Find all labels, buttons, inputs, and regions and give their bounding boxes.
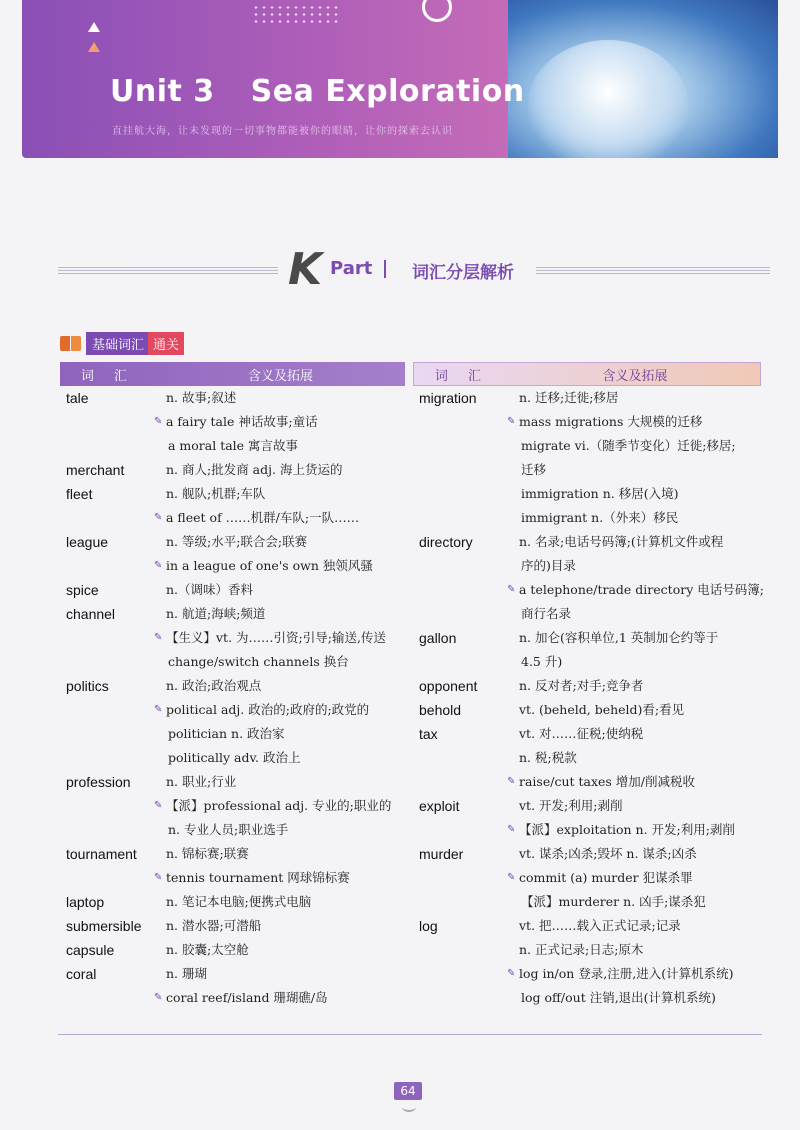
vocab-word: coral xyxy=(66,966,97,982)
vocab-entry xyxy=(413,626,761,674)
meaning-line: a moral tale 寓言故事 xyxy=(168,438,299,453)
meaning-line: n. 舰队;机群;车队 xyxy=(166,486,266,501)
vocab-meanings xyxy=(154,482,405,530)
unit-number: Unit 3 xyxy=(110,74,215,109)
meaning-line: 4.5 升) xyxy=(521,654,563,669)
example-line: ✎ a fairy tale 神话故事;童话 xyxy=(154,410,405,434)
vocab-entry xyxy=(60,458,405,482)
vocab-meanings xyxy=(154,530,405,578)
meaning-line: n. 名录;电话号码簿;(计算机文件或程 xyxy=(519,534,724,549)
example-line: ✎ tennis tournament 网球锦标赛 xyxy=(154,866,405,890)
meaning-line: n. 反对者;对手;竞争者 xyxy=(519,678,644,693)
meaning-line: n. 职业;行业 xyxy=(166,774,237,789)
meaning-line: 商行名录 xyxy=(521,606,572,621)
vocab-entry xyxy=(60,938,405,962)
meaning-line: log off/out 注销,退出(计算机系统) xyxy=(521,990,716,1005)
vocab-word: profession xyxy=(66,774,131,790)
ring-decoration xyxy=(422,0,452,22)
vocab-word: tournament xyxy=(66,846,137,862)
meaning-line: n. 笔记本电脑;便携式电脑 xyxy=(166,894,312,909)
vocab-entry xyxy=(413,914,761,1010)
vocab-word: migration xyxy=(419,390,477,406)
vocab-word: fleet xyxy=(66,486,93,502)
part-title: 词汇分层解析 xyxy=(412,263,514,283)
part-separator xyxy=(384,260,386,278)
meaning-line: n. 商人;批发商 adj. 海上货运的 xyxy=(166,462,343,477)
meaning-line: vt. (beheld, beheld)看;看见 xyxy=(519,702,685,717)
vocab-word: tale xyxy=(66,390,89,406)
vocab-meanings xyxy=(507,794,761,842)
vocab-meanings xyxy=(507,698,761,722)
vocab-word: capsule xyxy=(66,942,115,958)
wave-crest-image xyxy=(528,40,688,158)
unit-title xyxy=(110,74,525,109)
vocab-word: league xyxy=(66,534,109,550)
vocab-meanings xyxy=(154,962,405,1010)
section-heading xyxy=(60,332,184,354)
vocab-meanings xyxy=(154,890,405,914)
unit-name: Sea Exploration xyxy=(250,74,525,109)
dot-pattern-decoration xyxy=(252,4,342,24)
meaning-line: immigrant n.（外来）移民 xyxy=(521,510,679,525)
vocab-word: murder xyxy=(419,846,464,862)
meaning-line: n. 航道;海峡;频道 xyxy=(166,606,266,621)
vocab-entry xyxy=(60,674,405,770)
example-line: ✎ 【派】professional adj. 专业的;职业的 xyxy=(154,794,405,818)
vocab-entry xyxy=(413,794,761,842)
example-line: ✎ a fleet of ……机群/车队;一队…… xyxy=(154,506,405,530)
vocab-word: spice xyxy=(66,582,99,598)
vocab-word: log xyxy=(419,918,438,934)
example-line: ✎ political adj. 政治的;政府的;政党的 xyxy=(154,698,405,722)
vocab-word: behold xyxy=(419,702,462,718)
triangle-white-icon xyxy=(88,22,100,32)
dotted-rule-right xyxy=(536,266,770,274)
page-decoration-icon xyxy=(402,1102,416,1112)
vocab-word: tax xyxy=(419,726,438,742)
vocab-entry xyxy=(413,698,761,722)
meaning-line: n. 胶囊;太空舱 xyxy=(166,942,249,957)
meaning-line: n. 珊瑚 xyxy=(166,966,207,981)
vocab-entry xyxy=(60,890,405,914)
meaning-line: 序的)目录 xyxy=(521,558,576,573)
vocab-meanings xyxy=(507,674,761,698)
table-body xyxy=(413,386,764,1010)
vocab-word: politics xyxy=(66,678,109,694)
meaning-line: n. 等级;水平;联合会;联赛 xyxy=(166,534,308,549)
vocab-meanings xyxy=(507,386,761,530)
example-line: ✎ 【生义】vt. 为……引资;引导;输送,传送 xyxy=(154,626,405,650)
vocab-table-right xyxy=(413,362,764,1010)
meaning-line: politician n. 政治家 xyxy=(168,726,285,741)
vocab-meanings xyxy=(154,842,405,890)
vocab-word: exploit xyxy=(419,798,460,814)
vocab-word: merchant xyxy=(66,462,125,478)
meaning-line: n. 潜水器;可潜船 xyxy=(166,918,262,933)
vocab-meanings xyxy=(507,722,761,794)
vocab-word: opponent xyxy=(419,678,478,694)
page-number: 64 xyxy=(394,1082,422,1100)
vocab-entry xyxy=(60,842,405,890)
meaning-line: migrate vi.（随季节变化）迁徙;移居; xyxy=(521,438,736,453)
vocab-meanings xyxy=(507,626,761,674)
vocab-entry xyxy=(60,770,405,842)
meaning-line: vt. 开发;利用;剥削 xyxy=(519,798,623,813)
vocab-entry xyxy=(60,530,405,578)
example-line: ✎ raise/cut taxes 增加/削减税收 xyxy=(507,770,761,794)
header-word: 词 汇 xyxy=(80,368,136,384)
vocab-meanings xyxy=(507,842,761,914)
example-line: ✎ coral reef/island 珊瑚礁/岛 xyxy=(154,986,405,1010)
part-heading xyxy=(58,244,770,295)
meaning-line: 【派】murderer n. 凶手;谋杀犯 xyxy=(521,894,706,909)
vocab-meanings xyxy=(154,602,405,674)
table-body xyxy=(60,386,405,1010)
vocab-entry xyxy=(413,674,761,698)
vocab-entry xyxy=(60,386,405,458)
meaning-line: n. 加仑(容积单位,1 英制加仑约等于 xyxy=(519,630,719,645)
example-line: ✎ in a league of one's own 独领风骚 xyxy=(154,554,405,578)
table-header xyxy=(60,362,405,386)
vocab-word: submersible xyxy=(66,918,142,934)
vocab-entry xyxy=(60,482,405,530)
vocab-entry xyxy=(413,530,764,626)
vocab-meanings xyxy=(154,674,405,770)
vocab-entry xyxy=(60,914,405,938)
meaning-line: vt. 谋杀;凶杀;毁坏 n. 谋杀;凶杀 xyxy=(519,846,697,861)
unit-subtitle: 直挂航大海，让未发现的一切事物都能被你的眼睛，让你的探索去认识 xyxy=(112,126,453,137)
example-line: ✎ a telephone/trade directory 电话号码簿; xyxy=(507,578,764,602)
header-meaning: 含义及拓展 xyxy=(247,368,313,384)
meaning-line: vt. 把……载入正式记录;记录 xyxy=(519,918,681,933)
vocab-meanings xyxy=(507,530,764,626)
vocab-entry xyxy=(60,602,405,674)
meaning-line: n. 税;税款 xyxy=(519,750,577,765)
part-label: Part xyxy=(330,258,373,279)
meaning-line: n. 专业人员;职业选手 xyxy=(168,822,289,837)
vocab-entry xyxy=(413,722,761,794)
vocab-meanings xyxy=(507,914,761,1010)
vocab-word: laptop xyxy=(66,894,105,910)
section-label: 基础词汇 xyxy=(86,332,148,355)
table-header xyxy=(413,362,761,386)
vocab-entry xyxy=(413,386,761,530)
unit-banner xyxy=(22,0,778,158)
meaning-line: immigration n. 移居(入境) xyxy=(521,486,679,501)
dotted-rule-left xyxy=(58,266,278,274)
header-meaning: 含义及拓展 xyxy=(602,368,668,384)
triangle-orange-icon xyxy=(88,42,100,52)
vocab-word: directory xyxy=(419,534,473,550)
vocab-entry xyxy=(413,842,761,914)
meaning-line: n. 政治;政治观点 xyxy=(166,678,262,693)
meaning-line: n. 正式记录;日志;原木 xyxy=(519,942,644,957)
meaning-line: politically adv. 政治上 xyxy=(168,750,301,765)
vocab-table-left xyxy=(60,362,405,1010)
vocab-meanings xyxy=(154,386,405,458)
header-word: 词 汇 xyxy=(434,368,490,384)
meaning-line: 迁移 xyxy=(521,462,547,477)
meaning-line: n. 故事;叙述 xyxy=(166,390,237,405)
vocab-word: gallon xyxy=(419,630,457,646)
vocab-word: channel xyxy=(66,606,116,622)
example-line: ✎ 【派】exploitation n. 开发;利用;剥削 xyxy=(507,818,761,842)
example-line: ✎ mass migrations 大规模的迁移 xyxy=(507,410,761,434)
vocab-meanings xyxy=(154,938,405,962)
vocab-meanings xyxy=(154,578,405,602)
part-letter: K xyxy=(288,244,323,295)
vocab-entry xyxy=(60,962,405,1010)
meaning-line: change/switch channels 换台 xyxy=(168,654,349,669)
vocab-meanings xyxy=(154,914,405,938)
vocab-entry xyxy=(60,578,405,602)
example-line: ✎ log in/on 登录,注册,进入(计算机系统) xyxy=(507,962,761,986)
meaning-line: n.（调味）香料 xyxy=(166,582,254,597)
example-line: ✎ commit (a) murder 犯谋杀罪 xyxy=(507,866,761,890)
section-badge: 通关 xyxy=(148,332,184,355)
bottom-rule xyxy=(58,1034,762,1035)
meaning-line: vt. 对……征税;使纳税 xyxy=(519,726,644,741)
book-icon xyxy=(60,334,82,352)
vocab-meanings xyxy=(154,458,405,482)
meaning-line: n. 迁移;迁徙;移居 xyxy=(519,390,619,405)
meaning-line: n. 锦标赛;联赛 xyxy=(166,846,249,861)
vocab-meanings xyxy=(154,770,405,842)
